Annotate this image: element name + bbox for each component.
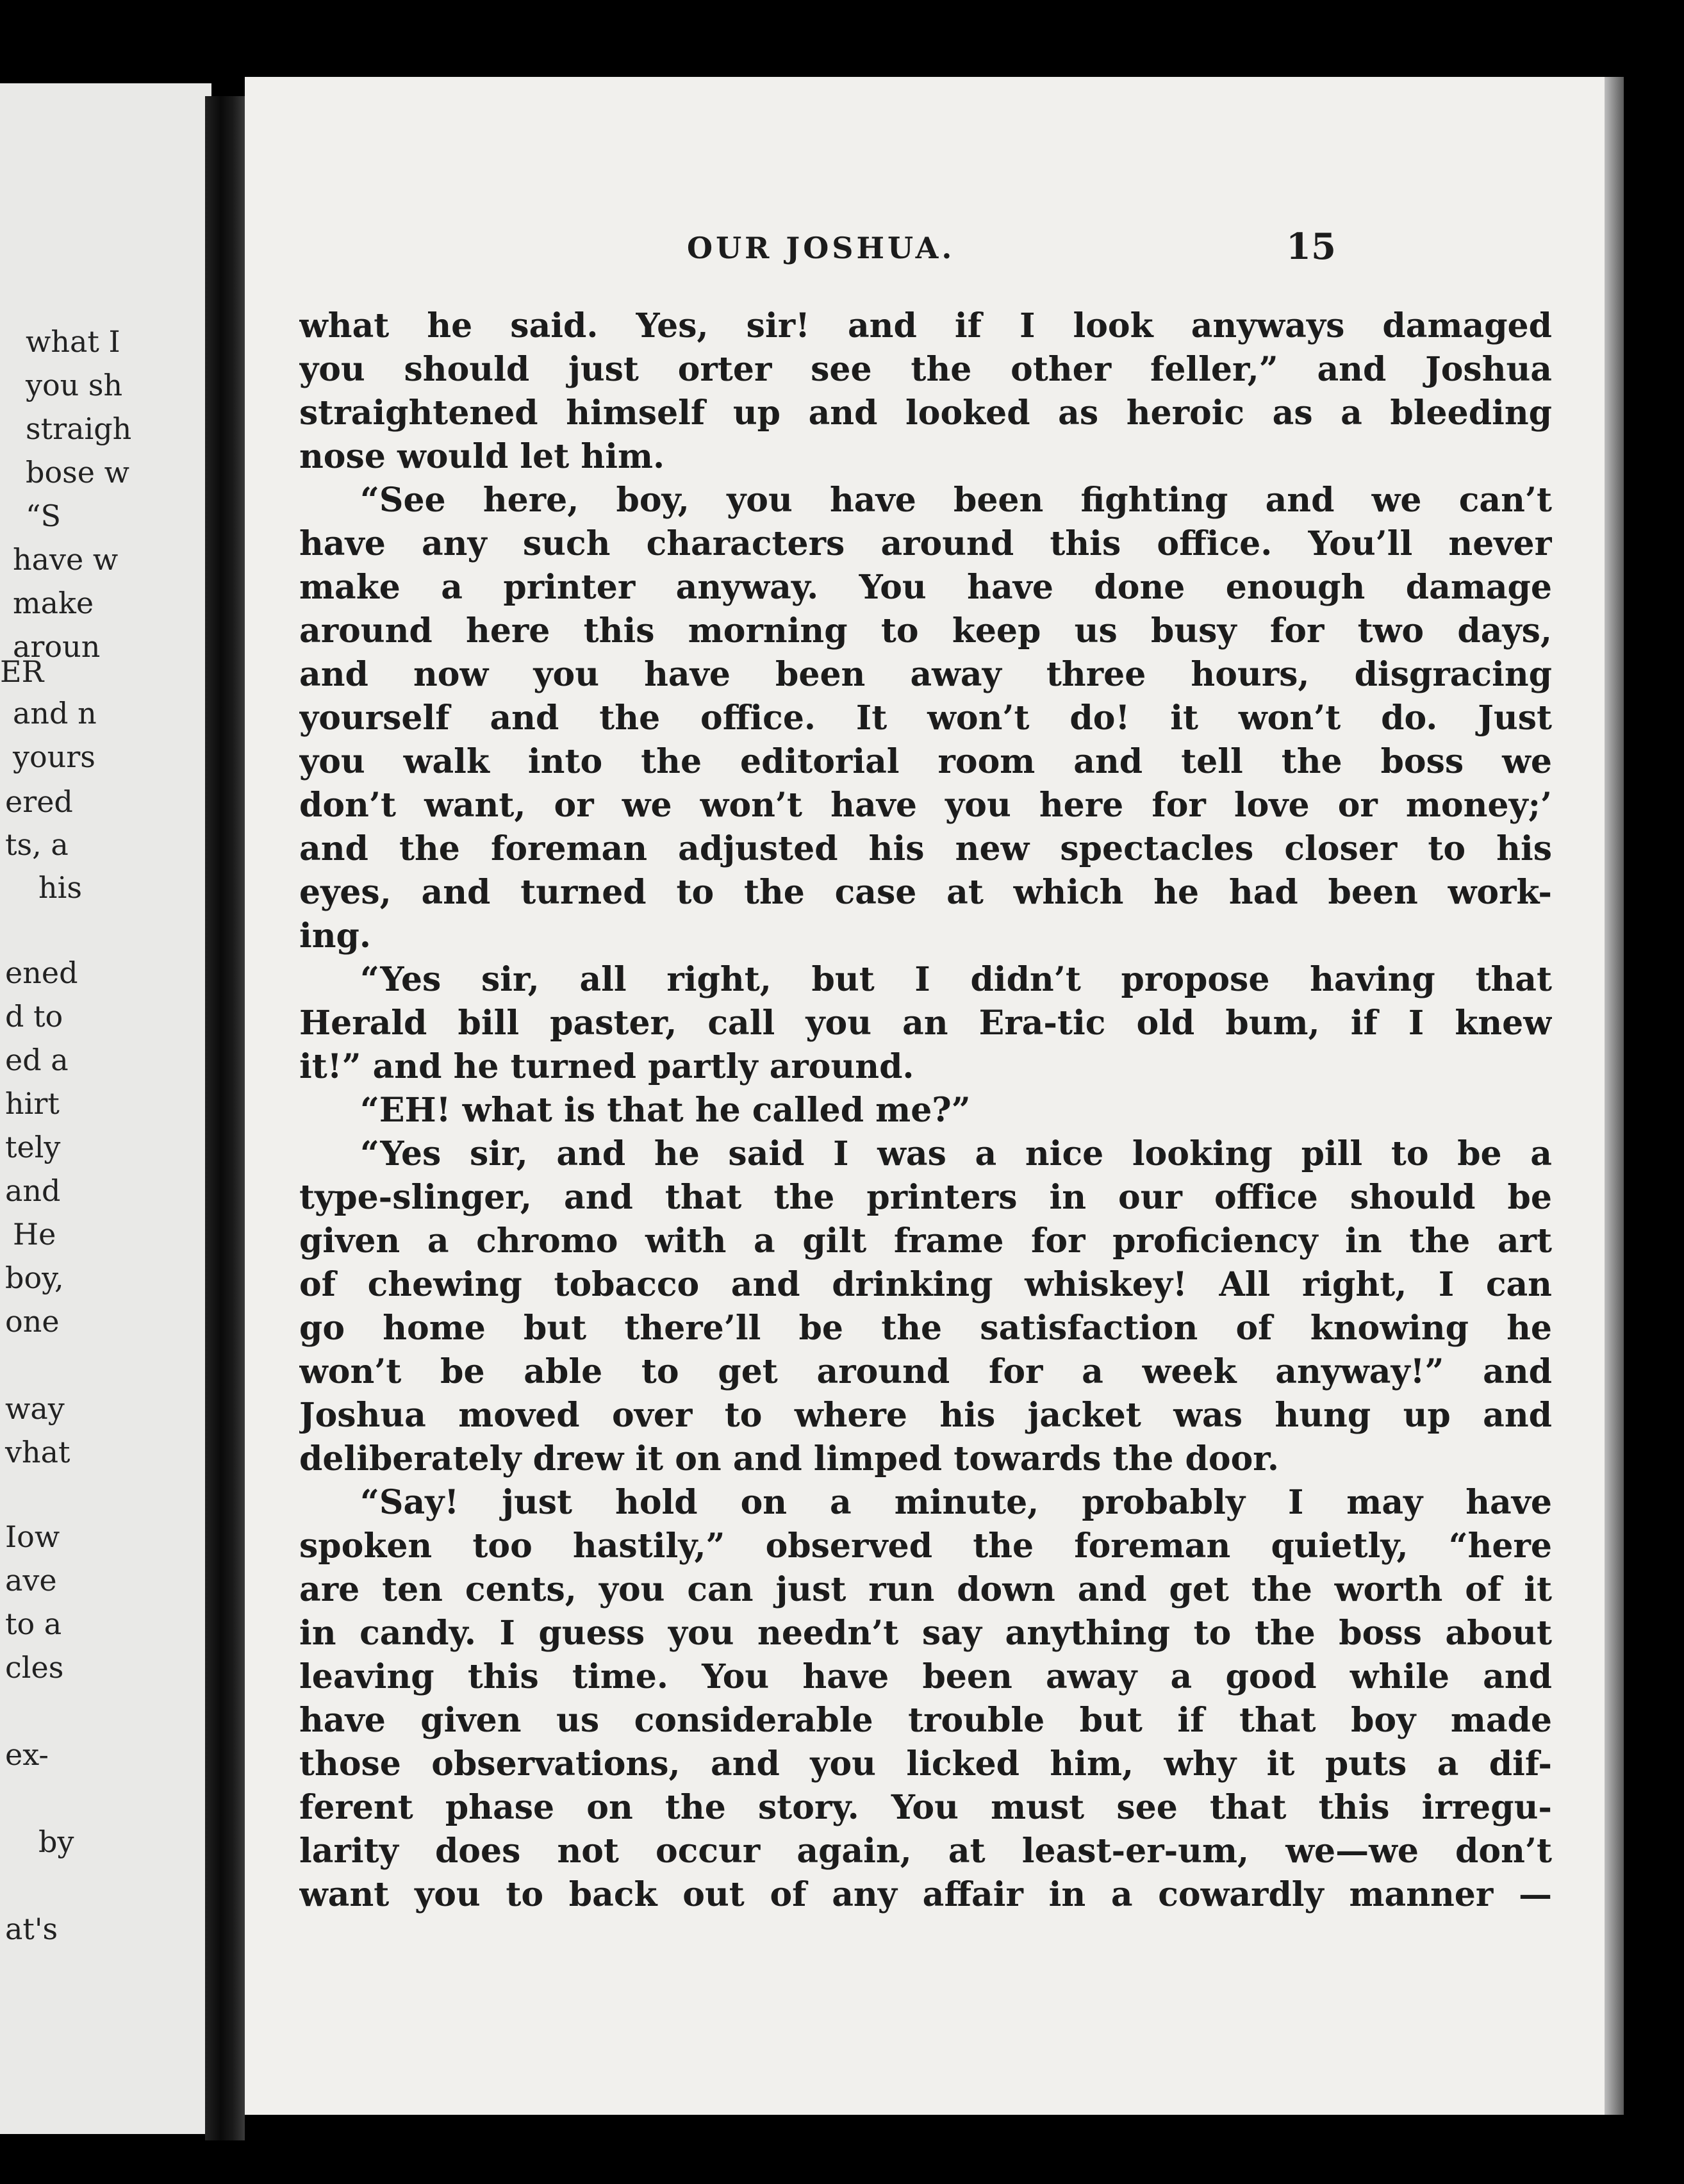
text-line: you walk into the editorial room and tell the boss we: [299, 742, 1552, 781]
text-line: “EH! what is that he called me?”: [360, 1091, 971, 1130]
left-page-fragment: have w: [13, 542, 119, 577]
left-page-fragment: and n: [13, 696, 97, 731]
text-line: and now you have been away three hours, disgracing: [299, 655, 1552, 694]
left-page-fragment: yours: [13, 740, 95, 774]
page-edge: [1605, 77, 1624, 2115]
left-page-fragment: vhat: [5, 1435, 70, 1469]
left-page: [0, 83, 211, 2134]
left-page-fragment: his: [38, 870, 82, 905]
text-line: it!” and he turned partly around.: [299, 1047, 914, 1086]
left-page-fragment: what I: [26, 324, 120, 359]
text-line: those observations, and you licked him, why it puts a dif-: [299, 1744, 1552, 1783]
left-page-fragment: boy,: [5, 1261, 64, 1295]
left-page-fragment: at's: [5, 1912, 58, 1946]
text-line: larity does not occur again, at least-er-um, we—we don’t: [299, 1832, 1552, 1871]
left-page-fragment: tely: [5, 1130, 61, 1164]
running-head: OUR JOSHUA.: [687, 231, 955, 265]
text-line: make a printer anyway. You have done enough damage: [299, 568, 1552, 607]
text-line: nose would let him.: [299, 437, 665, 476]
left-page-fragment: ave: [5, 1563, 57, 1598]
text-line: spoken too hastily,” observed the foreman quietly, “here: [299, 1526, 1552, 1566]
text-line: Joshua moved over to where his jacket was hung up and: [299, 1396, 1552, 1435]
text-line: you should just orter see the other feller,” and Joshua: [299, 350, 1552, 389]
left-page-fragment: He: [13, 1217, 56, 1252]
left-page-fragment: way: [5, 1391, 65, 1426]
left-page-fragment: straigh: [26, 411, 132, 446]
left-page-fragment: and: [5, 1173, 61, 1208]
left-page-fragment: cles: [5, 1650, 64, 1685]
page-number: 15: [1286, 226, 1336, 268]
text-line: “Say! just hold on a minute, probably I may have: [360, 1483, 1552, 1522]
left-page-fragment: ER: [0, 654, 44, 689]
text-line: have any such characters around this office. You’ll never: [299, 524, 1552, 563]
text-line: of chewing tobacco and drinking whiskey! All right, I can: [299, 1265, 1552, 1304]
left-page-fragment: hirt: [5, 1086, 60, 1121]
text-line: and the foreman adjusted his new spectacles closer to his: [299, 829, 1552, 868]
text-line: type-slinger, and that the printers in our office should be: [299, 1178, 1552, 1217]
text-line: in candy. I guess you needn’t say anything to the boss about: [299, 1614, 1552, 1653]
text-line: eyes, and turned to the case at which he had been work-: [299, 873, 1552, 912]
text-line: are ten cents, you can just run down and get the worth of it: [299, 1570, 1552, 1609]
text-line: “Yes sir, and he said I was a nice looking pill to be a: [360, 1134, 1552, 1173]
left-page-fragment: Iow: [5, 1519, 60, 1554]
left-page-fragment: by: [38, 1824, 74, 1859]
left-page-fragment: ed a: [5, 1043, 69, 1077]
text-line: what he said. Yes, sir! and if I look anyways damaged: [299, 306, 1552, 345]
left-page-fragment: one: [5, 1304, 60, 1339]
text-line: yourself and the office. It won’t do! it won’t do. Just: [299, 699, 1552, 738]
text-line: given a chromo with a gilt frame for proficiency in the art: [299, 1221, 1552, 1261]
book-spine-gutter: [205, 96, 245, 2140]
left-page-fragment: d to: [5, 999, 63, 1034]
text-line: deliberately drew it on and limped towards the door.: [299, 1439, 1279, 1478]
text-line: leaving this time. You have been away a good while and: [299, 1657, 1552, 1696]
left-page-fragment: ened: [5, 956, 78, 990]
text-line: want you to back out of any affair in a cowardly manner —: [299, 1875, 1552, 1914]
body-text: [299, 304, 1552, 1917]
left-page-fragment: “S: [26, 499, 62, 533]
text-line: won’t be able to get around for a week anyway!” and: [299, 1352, 1552, 1391]
left-page-fragment: ex-: [5, 1737, 49, 1772]
left-page-fragment: ered: [5, 784, 73, 819]
left-page-fragment: bose w: [26, 455, 129, 490]
left-page-fragment: to a: [5, 1607, 62, 1641]
left-page-fragment: you sh: [26, 368, 123, 402]
text-line: “Yes sir, all right, but I didn’t propose having that: [360, 960, 1552, 999]
text-line: “See here, boy, you have been fighting and we can’t: [360, 481, 1552, 520]
text-line: straightened himself up and looked as heroic as a bleeding: [299, 393, 1552, 433]
text-line: around here this morning to keep us busy for two days,: [299, 611, 1552, 650]
text-line: have given us considerable trouble but if that boy made: [299, 1701, 1552, 1740]
text-line: ing.: [299, 916, 372, 956]
text-line: Herald bill paster, call you an Era-tic old bum, if I knew: [299, 1004, 1552, 1043]
text-line: don’t want, or we won’t have you here for love or money;’: [299, 786, 1552, 825]
right-page: [245, 77, 1605, 2115]
left-page-fragment: aroun: [13, 629, 101, 664]
left-page-fragment: make: [13, 586, 94, 620]
text-line: go home but there’ll be the satisfaction of knowing he: [299, 1309, 1552, 1348]
left-page-fragment: ts, a: [5, 827, 69, 862]
text-line: ferent phase on the story. You must see that this irregu-: [299, 1788, 1552, 1827]
